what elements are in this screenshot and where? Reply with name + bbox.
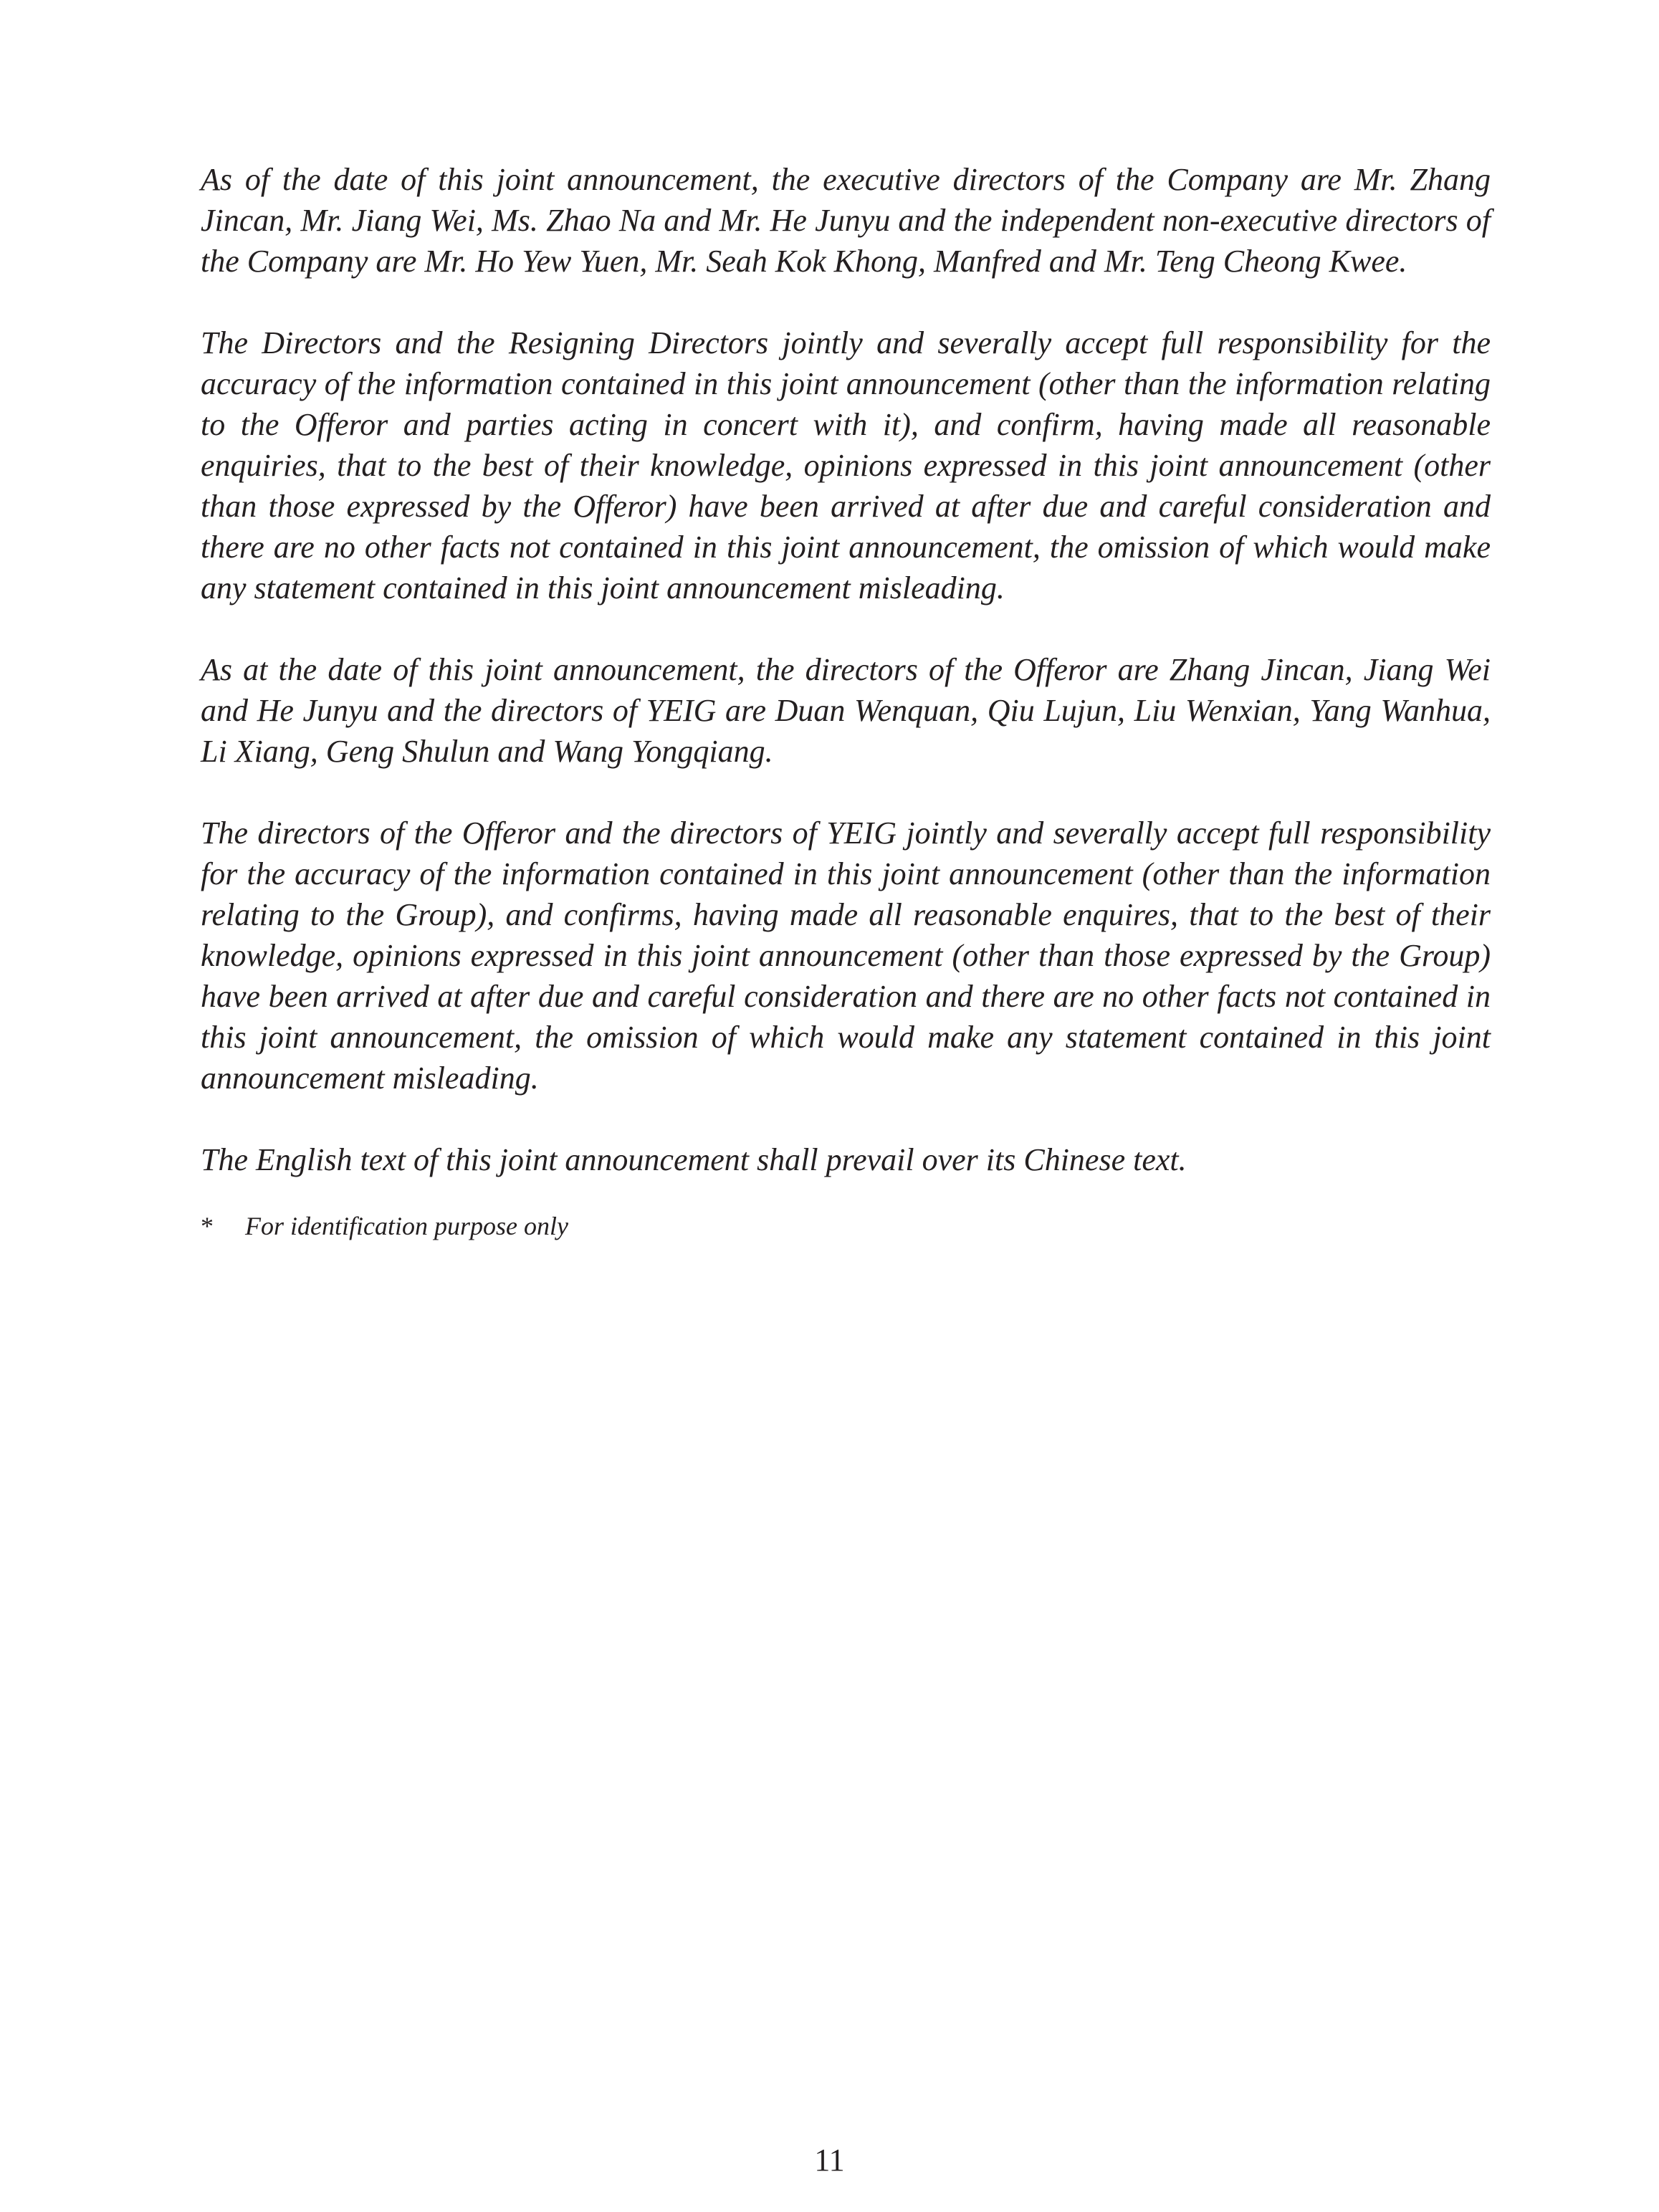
document-body <box>201 159 1491 1243</box>
paragraph-executive-directors: As of the date of this joint announcement, the executive directors of the Company are Mr. Zhang Jincan, Mr. Jiang Wei, Ms. Zhao Na and Mr. He Junyu and the independent non-executive directors of the Company are Mr. Ho Yew Yuen, Mr. Seah Kok Khong, Manfred and Mr. Teng Cheong Kwee. <box>201 162 1491 279</box>
paragraph-offeror-responsibility: The directors of the Offeror and the directors of YEIG jointly and severally accept full responsibility for the accuracy of the information contained in this joint announcement (other than the information relating to the Group), and confirms, having made all reasonable enquires, that to the best of their knowledge, opinions expressed in this joint announcement (other than those expressed by the Group) have been arrived at after due and careful consideration and there are no other facts not contained in this joint announcement, the omission of which would make any statement contained in this joint announcement misleading. <box>201 815 1491 1096</box>
paragraph-offeror-directors: As at the date of this joint announcement, the directors of the Offeror are Zhang Jincan, Jiang Wei and He Junyu and the directors of YEIG are Duan Wenquan, Qiu Lujun, Liu Wenxian, Yang Wanhua, Li Xiang, Geng Shulun and Wang Yongqiang. <box>201 652 1491 769</box>
paragraph-directors-responsibility: The Directors and the Resigning Directors jointly and severally accept full responsibility for the accuracy of the information contained in this joint announcement (other than the information relating to the Offeror and parties acting in concert with it), and confirm, having made all reasonable enquiries, that to the best of their knowledge, opinions expressed in this joint announcement (other than those expressed by the Offeror) have been arrived at after due and careful consideration and there are no other facts not contained in this joint announcement, the omission of which would make any statement contained in this joint announcement misleading. <box>201 325 1491 605</box>
footnote-marker: * <box>201 1212 214 1240</box>
footnote <box>201 1209 1491 1243</box>
paragraph-language-precedence: The English text of this joint announcement shall prevail over its Chinese text. <box>201 1142 1187 1177</box>
footnote-text: For identification purpose only <box>245 1212 568 1240</box>
page-number: 11 <box>814 2142 845 2178</box>
